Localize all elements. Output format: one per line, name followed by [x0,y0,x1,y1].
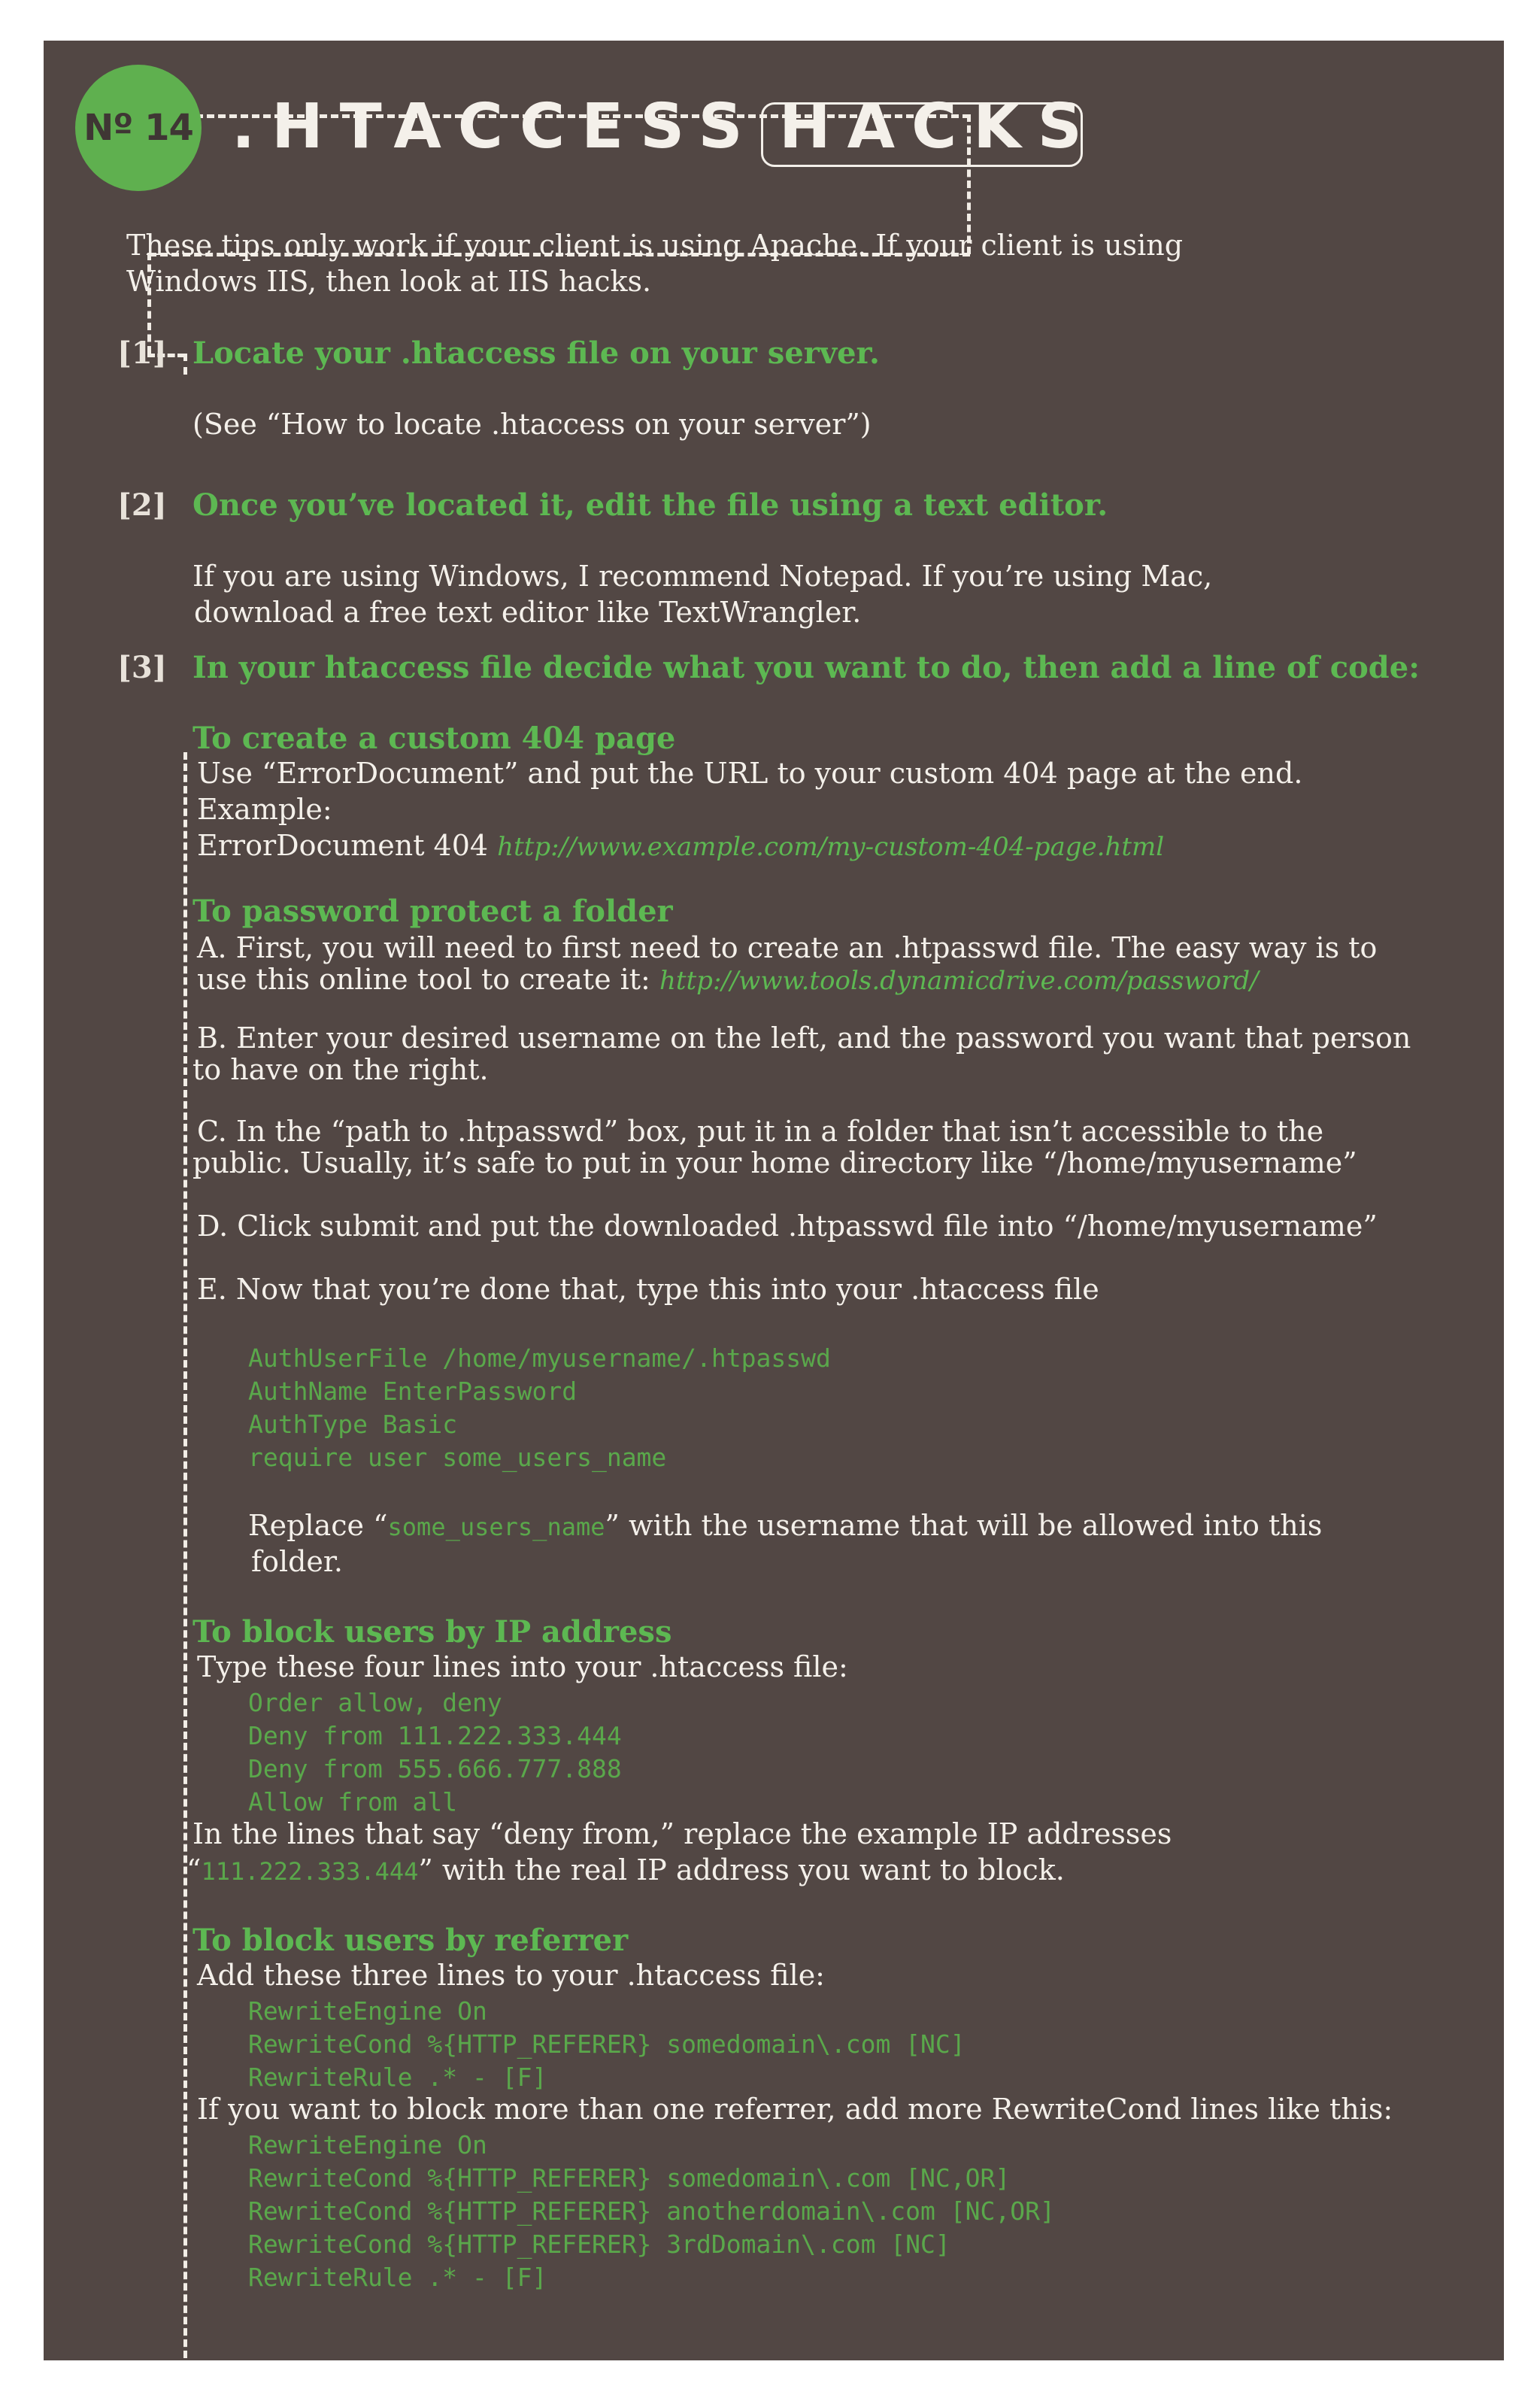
replace-note: folder. [251,1545,343,1578]
section-text: to have on the right. [192,1053,489,1086]
section-text: C. In the “path to .htpasswd” box, put it in a folder that isn’t accessible to the [197,1115,1324,1148]
section-text: public. Usually, it’s safe to put in your home directory like “/home/myusername” [192,1146,1357,1179]
step-heading: Locate your .htaccess file on your server. [192,335,880,371]
step-body: If you are using Windows, I recommend Notepad. If you’re using Mac, [192,560,1213,593]
page-title: .HTACCESS [232,91,759,162]
section-text: A. First, you will need to first need to create an .htpasswd file. The easy way is to [197,931,1378,964]
section-text: Example: [197,793,332,826]
section-text: Add these three lines to your .htaccess file: [197,1959,825,1992]
code-line: Order allow, deny [248,1688,502,1717]
step-heading: Once you’ve located it, edit the file using a text editor. [192,487,1108,523]
code-line: require user some_users_name [248,1443,667,1472]
example-link[interactable]: http://www.example.com/my-custom-404-page.html [497,832,1165,862]
section-text: In the lines that say “deny from,” replace the example IP addresses [192,1817,1172,1850]
code-line: RewriteCond %{HTTP_REFERER} anotherdomain\.com [NC,OR] [248,2196,1055,2226]
replace-note [248,1507,1322,1545]
example-prefix: ErrorDocument 404 [197,829,498,862]
intro-line: Windows IIS, then look at IIS hacks. [126,265,652,298]
code-line: RewriteRule .* - [F] [248,2063,547,2092]
code-line: AuthName EnterPassword [248,1377,578,1406]
page-title-highlight: HACKS [779,91,1099,162]
tool-link[interactable]: http://www.tools.dynamicdrive.com/password/ [659,966,1259,996]
section-text: If you want to block more than one referrer, add more RewriteCond lines like this: [197,2093,1393,2126]
example-line [197,827,1164,865]
step-number: [3] [117,650,167,685]
section-text-with-link [197,961,1259,999]
section-heading-referrer: To block users by referrer [192,1923,629,1958]
replace-prefix: Replace “ [248,1509,388,1542]
section-text: B. Enter your desired username on the left, and the password you want that person [197,1021,1411,1055]
section-text: D. Click submit and put the downloaded .htpasswd file into “/home/myusername” [197,1210,1378,1243]
replace-suffix: ” with the username that will be allowed into this [605,1509,1323,1542]
tool-prefix: use this online tool to create it: [197,963,659,996]
section-heading-ip: To block users by IP address [192,1614,672,1650]
code-line: AuthUserFile /home/myusername/.htpasswd [248,1343,831,1373]
step-body: download a free text editor like TextWrangler. [194,596,862,629]
ip-note [186,1852,1065,1890]
code-line: RewriteEngine On [248,2130,487,2160]
step-number: [2] [117,487,167,523]
section-text: Use “ErrorDocument” and put the URL to your custom 404 page at the end. [197,757,1303,790]
code-line: Allow from all [248,1787,458,1817]
ip-note-suffix: ” with the real IP address you want to block. [418,1853,1065,1886]
dashed-guide-line [183,752,187,2360]
section-heading-password: To password protect a folder [192,894,673,929]
code-line: Deny from 111.222.333.444 [248,1721,622,1750]
code-line: RewriteRule .* - [F] [248,2263,547,2292]
section-text: Type these four lines into your .htaccess file: [197,1650,848,1683]
code-line: RewriteCond %{HTTP_REFERER} somedomain\.com [NC] [248,2029,966,2059]
step-body: (See “How to locate .htaccess on your server”) [192,408,872,441]
code-line: RewriteCond %{HTTP_REFERER} somedomain\.com [NC,OR] [248,2163,1011,2193]
code-line: Deny from 555.666.777.888 [248,1754,622,1783]
step-number: [1] [117,335,167,371]
code-line: AuthType Basic [248,1410,458,1439]
code-line: RewriteEngine On [248,1996,487,2026]
intro-line: These tips only work if your client is using Apache. If your client is using [126,229,1184,262]
section-text: E. Now that you’re done that, type this into your .htaccess file [197,1273,1099,1306]
inline-code: some_users_name [387,1513,605,1541]
number-badge: Nº 14 [75,65,202,191]
step-heading: In your htaccess file decide what you want to do, then add a line of code: [192,650,1420,685]
section-heading-404: To create a custom 404 page [192,721,676,756]
dashed-border [183,354,187,375]
quote-open: “ [186,1853,202,1886]
inline-code: 111.222.333.444 [201,1857,419,1886]
code-line: RewriteCond %{HTTP_REFERER} 3rdDomain\.com [NC] [248,2230,950,2259]
